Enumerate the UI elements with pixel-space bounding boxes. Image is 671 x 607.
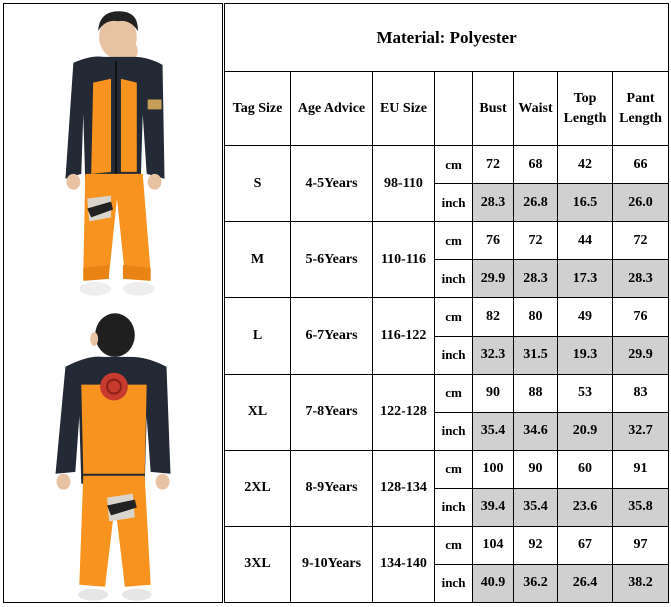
header-eu-size: EU Size <box>373 72 435 146</box>
bust-inch-cell: 32.3 <box>473 336 514 374</box>
eu-size-cell: 116-122 <box>373 298 435 374</box>
waist-inch-cell: 28.3 <box>514 260 558 298</box>
pant-length-inch-cell: 28.3 <box>613 260 669 298</box>
top-length-cm-cell: 49 <box>558 298 613 336</box>
age-advice-cell: 9-10Years <box>291 526 373 602</box>
header-waist: Waist <box>514 72 558 146</box>
bust-inch-cell: 29.9 <box>473 260 514 298</box>
waist-cm-cell: 68 <box>514 146 558 184</box>
eu-size-cell: 128-134 <box>373 450 435 526</box>
pant-length-inch-cell: 35.8 <box>613 488 669 526</box>
eu-size-cell: 134-140 <box>373 526 435 602</box>
waist-inch-cell: 31.5 <box>514 336 558 374</box>
bust-cm-cell: 100 <box>473 450 514 488</box>
pant-length-cm-cell: 97 <box>613 526 669 564</box>
header-tag-size: Tag Size <box>225 72 291 146</box>
waist-cm-cell: 72 <box>514 222 558 260</box>
bust-inch-cell: 35.4 <box>473 412 514 450</box>
bust-cm-cell: 104 <box>473 526 514 564</box>
header-pant-length-line1: Pant <box>626 90 655 106</box>
unit-inch-cell: inch <box>435 260 473 298</box>
table-row <box>225 146 669 184</box>
header-age-advice: Age Advice <box>291 72 373 146</box>
table-row <box>225 450 669 488</box>
bust-cm-cell: 82 <box>473 298 514 336</box>
pant-length-cm-cell: 91 <box>613 450 669 488</box>
front-view-photo <box>4 4 222 304</box>
unit-inch-cell: inch <box>435 564 473 602</box>
top-length-inch-cell: 17.3 <box>558 260 613 298</box>
waist-inch-cell: 26.8 <box>514 184 558 222</box>
unit-inch-cell: inch <box>435 184 473 222</box>
unit-inch-cell: inch <box>435 488 473 526</box>
unit-cm-cell: cm <box>435 298 473 336</box>
waist-cm-cell: 80 <box>514 298 558 336</box>
product-photo-panel <box>3 3 223 603</box>
top-length-cm-cell: 53 <box>558 374 613 412</box>
pant-length-inch-cell: 29.9 <box>613 336 669 374</box>
tag-size-cell: M <box>225 222 291 298</box>
tag-size-cell: S <box>225 146 291 222</box>
waist-cm-cell: 88 <box>514 374 558 412</box>
header-pant-length <box>613 72 669 146</box>
tag-size-cell: XL <box>225 374 291 450</box>
bust-cm-cell: 76 <box>473 222 514 260</box>
pant-length-cm-cell: 72 <box>613 222 669 260</box>
age-advice-cell: 8-9Years <box>291 450 373 526</box>
bust-inch-cell: 40.9 <box>473 564 514 602</box>
top-length-inch-cell: 19.3 <box>558 336 613 374</box>
pant-length-cm-cell: 76 <box>613 298 669 336</box>
bust-inch-cell: 28.3 <box>473 184 514 222</box>
pant-length-cm-cell: 83 <box>613 374 669 412</box>
age-advice-cell: 5-6Years <box>291 222 373 298</box>
bust-cm-cell: 72 <box>473 146 514 184</box>
unit-cm-cell: cm <box>435 374 473 412</box>
table-row <box>225 374 669 412</box>
tag-size-cell: 3XL <box>225 526 291 602</box>
unit-cm-cell: cm <box>435 146 473 184</box>
age-advice-cell: 4-5Years <box>291 146 373 222</box>
eu-size-cell: 98-110 <box>373 146 435 222</box>
header-unit <box>435 72 473 146</box>
eu-size-cell: 122-128 <box>373 374 435 450</box>
table-row <box>225 526 669 564</box>
header-pant-length-line2: Length <box>619 110 662 126</box>
top-length-cm-cell: 44 <box>558 222 613 260</box>
top-length-cm-cell: 42 <box>558 146 613 184</box>
top-length-inch-cell: 20.9 <box>558 412 613 450</box>
pant-length-inch-cell: 38.2 <box>613 564 669 602</box>
header-bust: Bust <box>473 72 514 146</box>
header-top-length <box>558 72 613 146</box>
pant-length-cm-cell: 66 <box>613 146 669 184</box>
header-top-length-line1: Top <box>573 90 597 106</box>
unit-inch-cell: inch <box>435 336 473 374</box>
waist-cm-cell: 90 <box>514 450 558 488</box>
material-title: Material: Polyester <box>225 4 669 72</box>
waist-inch-cell: 34.6 <box>514 412 558 450</box>
tag-size-cell: L <box>225 298 291 374</box>
back-view-photo <box>4 304 222 602</box>
waist-inch-cell: 35.4 <box>514 488 558 526</box>
header-top-length-line2: Length <box>563 110 607 126</box>
bust-cm-cell: 90 <box>473 374 514 412</box>
size-chart-table <box>224 3 669 603</box>
top-length-cm-cell: 67 <box>558 526 613 564</box>
unit-cm-cell: cm <box>435 222 473 260</box>
top-length-inch-cell: 23.6 <box>558 488 613 526</box>
bust-inch-cell: 39.4 <box>473 488 514 526</box>
tag-size-cell: 2XL <box>225 450 291 526</box>
age-advice-cell: 7-8Years <box>291 374 373 450</box>
unit-inch-cell: inch <box>435 412 473 450</box>
waist-cm-cell: 92 <box>514 526 558 564</box>
unit-cm-cell: cm <box>435 450 473 488</box>
pant-length-inch-cell: 32.7 <box>613 412 669 450</box>
top-length-cm-cell: 60 <box>558 450 613 488</box>
top-length-inch-cell: 26.4 <box>558 564 613 602</box>
table-row <box>225 298 669 336</box>
unit-cm-cell: cm <box>435 526 473 564</box>
pant-length-inch-cell: 26.0 <box>613 184 669 222</box>
eu-size-cell: 110-116 <box>373 222 435 298</box>
waist-inch-cell: 36.2 <box>514 564 558 602</box>
top-length-inch-cell: 16.5 <box>558 184 613 222</box>
table-row <box>225 222 669 260</box>
age-advice-cell: 6-7Years <box>291 298 373 374</box>
